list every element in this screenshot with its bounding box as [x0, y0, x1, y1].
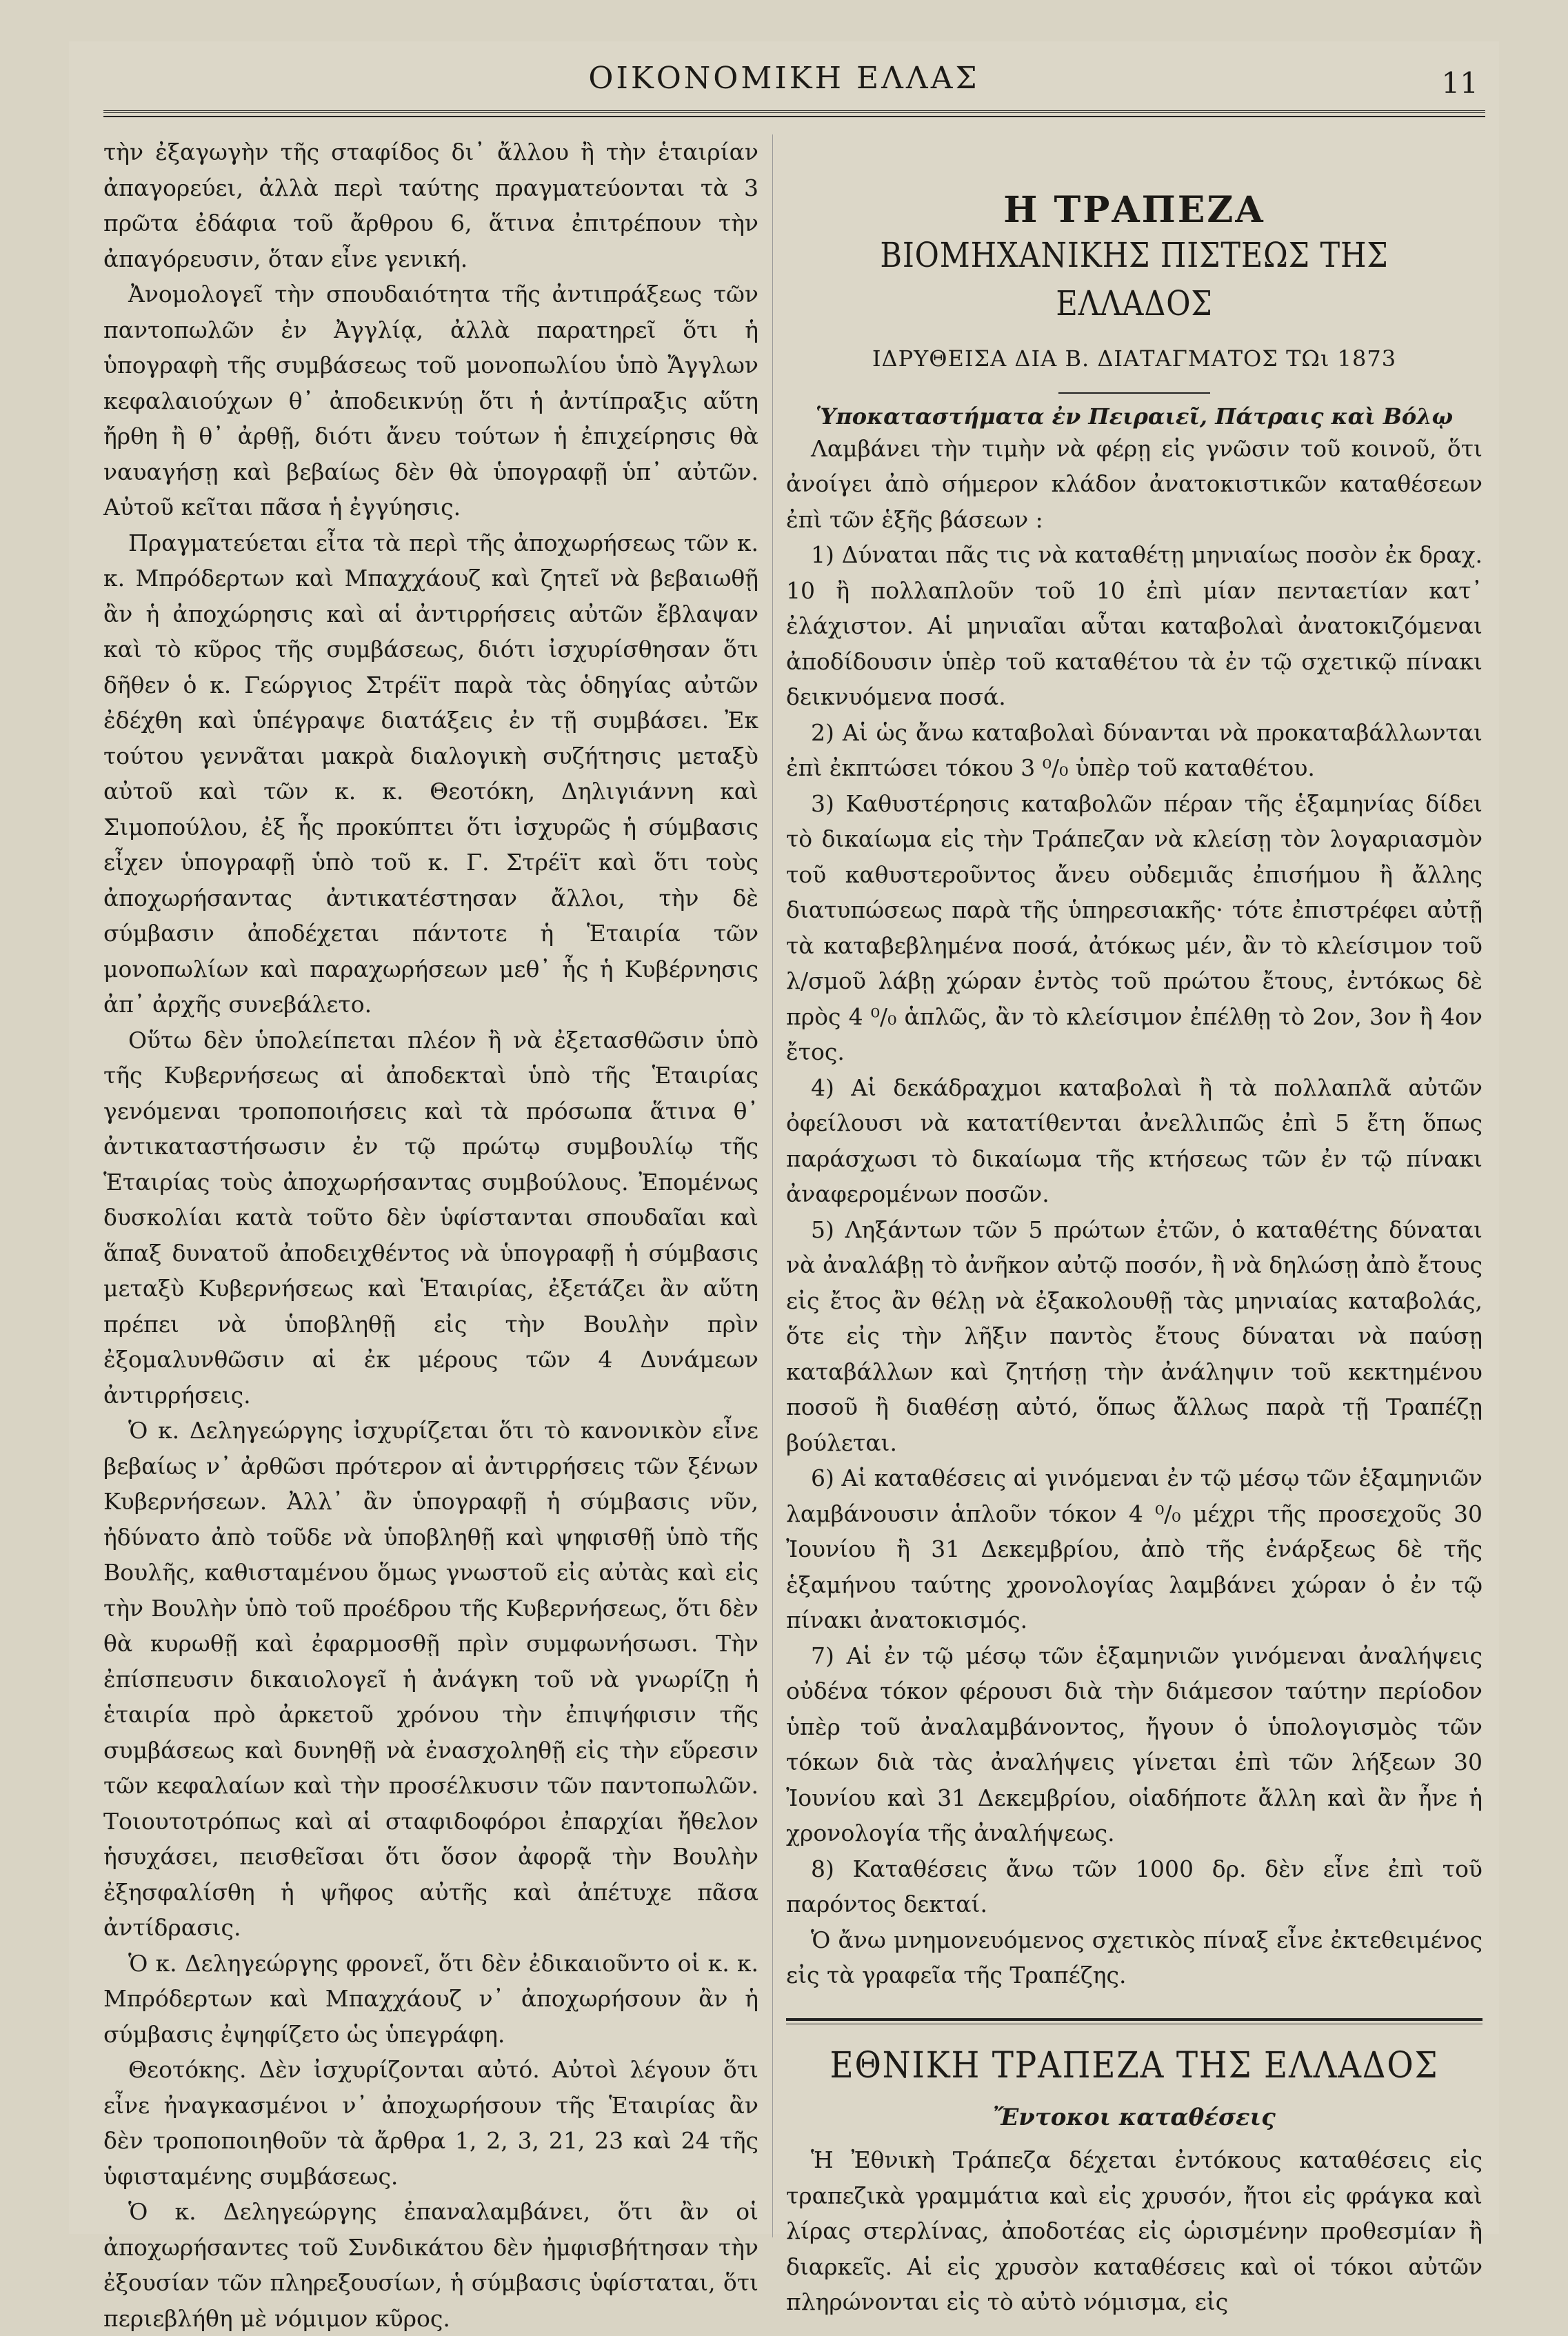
- article-paragraph: Ὁ κ. Δεληγεώργης ἰσχυρίζεται ὅτι τὸ κανονικὸν εἶνε βεβαίως ν᾽ ἀρθῶσι πρότερον αἱ ἀντιρρήσεις τῶν ξένων Κυβερνήσεων. Ἀλλ᾽ ἂν ὑπογραφῇ ἡ σύμβασις νῦν, ἠδύνατο ἀπὸ τοῦδε νὰ ὑποβληθῇ καὶ ψηφισθῇ ὑπὸ τῆς Βουλῆς, καθισταμένου ὅμως γνωστοῦ εἰς αὐτὰς καὶ εἰς τὴν Βουλὴν ὑπὸ τοῦ προέδρου τῆς Κυβερνήσεως, ὅτι δὲν θὰ κυρωθῇ καὶ ἐφαρμοσθῇ πρὶν συμφωνήσωσι. Τὴν ἐπίσπευσιν δικαιολογεῖ ἡ ἀνάγκη τοῦ νὰ γνωρίζῃ ἡ ἑταιρία πρὸ ἀρκετοῦ χρόνου τὴν ἐπιψήφισιν τῆς συμβάσεως καὶ δυνηθῇ νὰ ἐνασχοληθῇ εἰς τὴν εὕρεσιν τῶν κεφαλαίων καὶ τὴν προσέλκυσιν τῶν παντοπωλῶν. Τοιουτοτρόπως καὶ αἱ σταφιδοφόροι ἐπαρχίαι ἤθελον ἡσυχάσει, πεισθεῖσαι ὅτι ὅσον ἀφορᾷ τὴν Βουλὴν ἐξησφαλίσθη ἡ ψῆφος αὐτῆς καὶ ἀπέτυχε πᾶσα ἀντίδρασις.: [103, 1417, 758, 1941]
- bank2-title: ΕΘΝΙΚΗ ΤΡΑΠΕΖΑ ΤΗΣ ΕΛΛΑΔΟΣ: [830, 2044, 1439, 2086]
- ad-paragraph: 8) Καταθέσεις ἄνω τῶν 1000 δρ. δὲν εἶνε ἐπὶ τοῦ παρόντος δεκταί.: [786, 1855, 1482, 1917]
- ad-paragraph: 7) Αἱ ἐν τῷ μέσῳ τῶν ἑξαμηνιῶν γινόμεναι ἀναλήψεις οὐδένα τόκον φέρουσι διὰ τὴν διάμεσον ταύτην περίοδον ὑπὲρ τοῦ ἀναλαμβάνοντος, ἤγουν ὁ ὑπολογισμὸς τῶν τόκων διὰ τὰς ἀναλήψεις γίνεται ἐπὶ τῶν λήξεων 30 Ἰουνίου καὶ 31 Δεκεμβρίου, οἱαδήποτε ἄλλη καὶ ἂν ἦνε ἡ χρονολογία τῆς ἀναλήψεως.: [786, 1642, 1482, 1846]
- ad-paragraph: 5) Ληξάντων τῶν 5 πρώτων ἐτῶν, ὁ καταθέτης δύναται νὰ ἀναλάβῃ τὸ ἀνῆκον αὐτῷ ποσόν, ἢ νὰ δηλώσῃ ἀπὸ ἔτους εἰς ἔτος ἂν θέλῃ νὰ ἐξακολουθῇ τὰς μηνιαίας καταβολάς, ὅτε εἰς τὴν λῆξιν παντὸς ἔτους δύναται νὰ παύσῃ καταβάλλων καὶ ζητήσῃ τὴν ἀνάληψιν τοῦ κεκτημένου ποσοῦ ἢ διαθέσῃ αὐτό, ὅπως ἄλλως παρὰ τῇ Τραπέζῃ βούλεται.: [786, 1216, 1482, 1456]
- bank1-title: Η ΤΡΑΠΕΖΑ: [1003, 189, 1265, 231]
- article-paragraph: Πραγματεύεται εἶτα τὰ περὶ τῆς ἀποχωρήσεως τῶν κ. κ. Μπρόδερτων καὶ Μπαχχάουζ καὶ ζητεῖ νὰ βεβαιωθῇ ἂν ἡ ἀποχώρησις καὶ αἱ ἀντιρρήσεις αὐτῶν ἔβλαψαν καὶ τὸ κῦρος τῆς συμβάσεως, διότι ἰσχυρίσθησαν ὅτι δῆθεν ὁ κ. Γεώργιος Στρέϊτ παρὰ τὰς ὁδηγίας αὐτῶν ἐδέχθη καὶ ὑπέγραψε διατάξεις ἐν τῇ συμβάσει. Ἐκ τούτου γεννᾶται μακρὰ διαλογικὴ συζήτησις μεταξὺ αὐτοῦ καὶ τῶν κ. κ. Θεοτόκη, Δηλιγιάννη καὶ Σιμοπούλου, ἐξ ἧς προκύπτει ὅτι ἰσχυρῶς ἡ σύμβασις εἶχεν ὑπογραφῇ ὑπὸ τοῦ κ. Γ. Στρέϊτ καὶ ὅτι τοὺς ἀποχωρήσαντας ἀντικατέστησαν ἄλλοι, τὴν δὲ σύμβασιν ἀποδέχεται πάντοτε ἡ Ἑταιρία τῶν μονοπωλίων καὶ παραχωρήσεων μεθ᾽ ἧς ἡ Κυβέρνησις ἀπ᾽ ἀρχῆς συνεβάλετο.: [103, 529, 758, 1018]
- ad-paragraph: 3) Καθυστέρησις καταβολῶν πέραν τῆς ἑξαμηνίας δίδει τὸ δικαίωμα εἰς τὴν Τράπεζαν νὰ κλείσῃ τὸν λογαριασμὸν τοῦ καθυστεροῦντος ἄνευ οὐδεμιᾶς ἐπισήμου ἢ ἄλλης διατυπώσεως παρὰ τῆς ὑπηρεσιακῆς· τότε ἐπιστρέφει αὐτῇ τὰ καταβεβλημένα ποσά, ἀτόκως μέν, ἂν τὸ κλείσιμον τοῦ λ/σμοῦ λάβῃ χώραν ἐντὸς τοῦ πρώτου ἔτους, ἐντόκως δὲ πρὸς 4 ⁰/₀ ἁπλῶς, ἂν τὸ κλείσιμον ἐπέλθῃ τὸ 2ον, 3ον ἢ 4ον ἔτος.: [786, 789, 1482, 1065]
- bank1-founded: ΙΔΡΥΘΕΙΣΑ ΔΙΑ Β. ΔΙΑΤΑΓΜΑΤΟΣ ΤΩι 1873: [872, 345, 1397, 372]
- ad-paragraph: 6) Αἱ καταθέσεις αἱ γινόμεναι ἐν τῷ μέσῳ τῶν ἑξαμηνιῶν λαμβάνουσιν ἁπλοῦν τόκον 4 ⁰/₀ μέχρι τῆς προσεχοῦς 30 Ἰουνίου ἢ 31 Δεκεμβρίου, ἀπὸ τῆς ἐνάρξεως δὲ τῆς ἑξαμήνου ταύτης χρονολογίας λαμβάνει χώραν ὁ ἐν τῷ πίνακι ἀνατοκισμός.: [786, 1464, 1482, 1633]
- running-head: ΟΙΚΟΝΟΜΙΚΗ ΕΛΛΑΣ: [588, 61, 980, 96]
- section-separator: [786, 2018, 1482, 2024]
- right-column: [786, 134, 1482, 2320]
- page-number: 11: [1441, 66, 1478, 100]
- ad-paragraph: 1) Δύναται πᾶς τις νὰ καταθέτῃ μηνιαίως ποσὸν ἐκ δραχ. 10 ἢ πολλαπλοῦν τοῦ 10 ἐπὶ μίαν πενταετίαν κατ᾽ ἐλάχιστον. Αἱ μηνιαῖαι αὗται καταβολαὶ ἀνατοκιζόμεναι ἀποδίδουσιν ὑπὲρ τοῦ καταθέτου τὰ ἐν τῷ σχετικῷ πίνακι δεικνυόμενα ποσά.: [786, 541, 1482, 710]
- bank2-advertisement: [786, 2044, 1482, 2320]
- bank2-subtitle: Ἔντοκοι καταθέσεις: [993, 2103, 1276, 2131]
- article-paragraph: τὴν ἐξαγωγὴν τῆς σταφίδος δι᾽ ἄλλου ἢ τὴν ἑταιρίαν ἀπαγορεύει, ἀλλὰ περὶ ταύτης πραγματεύονται τὰ 3 πρῶτα ἐδάφια τοῦ ἄρθρου 6, ἅτινα ἐπιτρέπουν τὴν ἀπαγόρευσιν, ὅταν εἶνε γενική.: [103, 139, 758, 272]
- article-paragraph: Ὁ κ. Δεληγεώργης ἐπαναλαμβάνει, ὅτι ἂν οἱ ἀποχωρήσαντες τοῦ Συνδικάτου δὲν ἠμφισβήτησαν τὴν ἐξουσίαν τῶν πληρεξουσίων, ἡ σύμβασις ὑφίσταται, ὅτι περιεβλήθη μὲ νόμιμον κῦρος.: [103, 2198, 758, 2332]
- ad-paragraph: Ὁ ἄνω μνημονευόμενος σχετικὸς πίναξ εἶνε ἐκτεθειμένος εἰς τὰ γραφεῖα τῆς Τραπέζης.: [786, 1926, 1482, 1988]
- article-paragraph: Ὁ κ. Δεληγεώργης φρονεῖ, ὅτι δὲν ἐδικαιοῦντο οἱ κ. κ. Μπρόδερτων καὶ Μπαχχάουζ ν᾽ ἀποχωρήσουν ἂν ἡ σύμβασις ἐψηφίζετο ὡς ὑπεγράφη.: [103, 1949, 758, 2048]
- short-rule: [1058, 392, 1210, 394]
- header-rule: [103, 110, 1485, 117]
- article-paragraph: Θεοτόκης. Δὲν ἰσχυρίζονται αὐτό. Αὐτοὶ λέγουν ὅτι εἶνε ἠναγκασμένοι ν᾽ ἀποχωρήσουν τῆς Ἑταιρίας ἂν δὲν τροποποιηθοῦν τὰ ἄρθρα 1, 2, 3, 21, 23 καὶ 24 τῆς ὑφισταμένης συμβάσεως.: [103, 2056, 758, 2190]
- newspaper-page: [69, 41, 1499, 2332]
- bank1-advertisement: [786, 190, 1482, 1993]
- left-column: [103, 134, 758, 2336]
- article-paragraph: Οὕτω δὲν ὑπολείπεται πλέον ἢ νὰ ἐξετασθῶσιν ὑπὸ τῆς Κυβερνήσεως αἱ ἀποδεκταὶ ὑπὸ τῆς Ἑταιρίας γενόμεναι τροποποιήσεις καὶ τὰ πρόσωπα ἅτινα θ᾽ ἀντικαταστήσωσιν ἐν τῷ πρώτῳ συμβουλίῳ τῆς Ἑταιρίας τοὺς ἀποχωρήσαντας συμβούλους. Ἐπομένως δυσκολίαι κατὰ τοῦτο δὲν ὑφίστανται σπουδαῖαι καὶ ἅπαξ δυνατοῦ ἀποδειχθέντος νὰ ὑπογραφῇ ἡ σύμβασις μεταξὺ Κυβερνήσεως καὶ Ἑταιρίας, ἐξετάζει ἂν αὕτη πρέπει νὰ ὑποβληθῇ εἰς τὴν Βουλὴν πρὶν ἐξομαλυνθῶσιν αἱ ἐκ μέρους τῶν 4 Δυνάμεων ἀντιρρήσεις.: [103, 1026, 758, 1409]
- bank1-branches: Ὑποκαταστήματα ἐν Πειραιεῖ, Πάτραις καὶ Βόλῳ: [815, 403, 1454, 430]
- article-paragraph: Ἀνομολογεῖ τὴν σπουδαιότητα τῆς ἀντιπράξεως τῶν παντοπωλῶν ἐν Ἀγγλίᾳ, ἀλλὰ παρατηρεῖ ὅτι ἡ ὑπογραφὴ τῆς συμβάσεως τοῦ μονοπωλίου ὑπὸ Ἄγγλων κεφαλαιούχων θ᾽ ἀποδεικνύῃ ὅτι ἡ ἀντίπραξις αὕτη ἤρθη ἢ θ᾽ ἀρθῇ, διότι ἄνευ τούτων ἡ ἐπιχείρησις θὰ ναυαγήσῃ καὶ βεβαίως δὲν θὰ ὑπογραφῇ ὑπ᾽ αὐτῶν. Αὐτοῦ κεῖται πᾶσα ἡ ἐγγύησις.: [103, 281, 758, 521]
- ad-paragraph: 2) Αἱ ὡς ἄνω καταβολαὶ δύνανται νὰ προκαταβάλλωνται ἐπὶ ἐκπτώσει τόκου 3 ⁰/₀ ὑπὲρ τοῦ καταθέτου.: [786, 718, 1482, 781]
- bank1-subtitle: ΒΙΟΜΗΧΑΝΙΚΗΣ ΠΙΣΤΕΩΣ ΤΗΣ ΕΛΛΑΔΟΣ: [880, 235, 1389, 323]
- column-divider: [772, 134, 773, 2237]
- ad-paragraph: Λαμβάνει τὴν τιμὴν νὰ φέρῃ εἰς γνῶσιν τοῦ κοινοῦ, ὅτι ἀνοίγει ἀπὸ σήμερον κλάδον ἀνατοκιστικῶν καταθέσεων ἐπὶ τῶν ἑξῆς βάσεων :: [786, 434, 1482, 533]
- ad-paragraph: Ἡ Ἐθνικὴ Τράπεζα δέχεται ἐντόκους καταθέσεις εἰς τραπεζικὰ γραμμάτια καὶ εἰς χρυσόν, ἤτοι εἰς φράγκα καὶ λίρας στερλίνας, ἀποδοτέας εἰς ὡρισμένην προθεσμίαν ἢ διαρκεῖς. Αἱ εἰς χρυσὸν καταθέσεις καὶ οἱ τόκοι αὐτῶν πληρώνονται εἰς τὸ αὐτὸ νόμισμα, εἰς: [786, 2146, 1482, 2315]
- ad-paragraph: 4) Αἱ δεκάδραχμοι καταβολαὶ ἢ τὰ πολλαπλᾶ αὐτῶν ὀφείλουσι νὰ κατατίθενται ἀνελλιπῶς ἐπὶ 5 ἔτη ὅπως παράσχωσι τὸ δικαίωμα τῆς κτήσεως τῶν ἐν τῷ πίνακι ἀναφερομένων ποσῶν.: [786, 1074, 1482, 1207]
